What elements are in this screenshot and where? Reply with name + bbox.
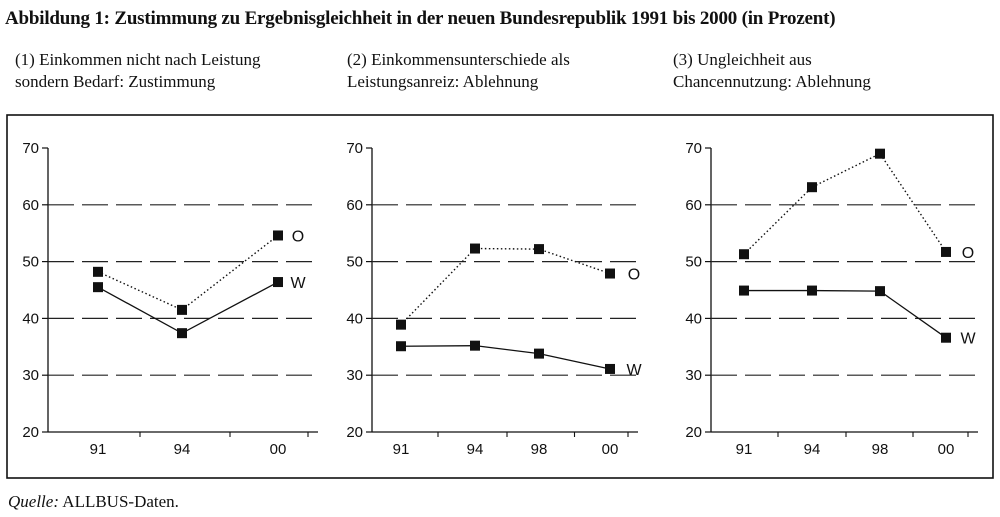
panel-3-series-o-line xyxy=(744,154,946,255)
panel-1-subtitle-line2: sondern Bedarf: Zustimmung xyxy=(15,72,216,91)
source-text: ALLBUS-Daten. xyxy=(58,492,179,511)
panel-2-x-tick-label: 94 xyxy=(466,441,484,458)
panel-3-series-w-point xyxy=(739,286,749,296)
panel-2-series-o-label: O xyxy=(627,266,641,284)
panel-3-subtitle-line2: Chancennutzung: Ablehnung xyxy=(673,72,871,91)
panel-3-series-w-line xyxy=(744,291,946,338)
panel-1-series-o-line xyxy=(98,235,278,309)
panel-1-series-o-label: O xyxy=(291,228,305,246)
panel-1-chart xyxy=(22,140,318,458)
panel-1-subtitle-line1: (1) Einkommen nicht nach Leistung xyxy=(15,50,261,69)
panel-3-series-o-point xyxy=(807,182,817,192)
panel-1-y-tick-label: 40 xyxy=(22,310,39,328)
panel-3-y-tick-label: 20 xyxy=(685,424,702,441)
panel-2-y-tick-label: 70 xyxy=(346,140,363,157)
panel-2-series-o-point xyxy=(534,244,544,254)
panel-2-y-tick-label: 20 xyxy=(346,424,363,441)
source-label: Quelle: xyxy=(8,492,59,511)
panel-3-series-o-point xyxy=(739,249,749,259)
panel-3-series-w-point xyxy=(875,286,885,296)
panel-3-y-tick-label: 50 xyxy=(685,253,702,271)
figure-title: Abbildung 1: Zustimmung zu Ergebnisgleichheit in der neuen Bundesrepublik 1991 bis 2000 (in Prozent) xyxy=(5,8,836,29)
panel-3-x-tick-label: 98 xyxy=(871,441,889,458)
panel-1-x-tick-label: 91 xyxy=(89,441,107,458)
panel-1-y-tick-label: 50 xyxy=(22,253,39,271)
panel-1-y-tick-label: 60 xyxy=(22,196,39,214)
source-note xyxy=(8,492,179,512)
panel-2-series-w-label: W xyxy=(626,361,642,379)
panel-2-series-o-point xyxy=(396,320,406,330)
panel-1-series-w-label: W xyxy=(290,275,306,293)
panel-1-y-tick-label: 70 xyxy=(22,140,39,157)
panel-3-y-tick-label: 70 xyxy=(685,140,702,157)
panel-3-x-tick-label: 91 xyxy=(735,441,753,458)
panel-2-y-tick-label: 50 xyxy=(346,253,363,271)
panel-1-series-w-point xyxy=(273,277,283,287)
panel-2-subtitle-line2: Leistungsanreiz: Ablehnung xyxy=(347,72,539,91)
chart-frame-border xyxy=(7,115,993,478)
panel-3-series-o-point xyxy=(941,247,951,257)
panel-1-x-tick-label: 00 xyxy=(269,441,287,458)
panel-2-series-o-line xyxy=(401,249,610,325)
panel-3-subtitle-line1: (3) Ungleichheit aus xyxy=(673,50,812,69)
panel-1-y-tick-label: 30 xyxy=(22,367,39,385)
panel-3-y-tick-label: 40 xyxy=(685,310,702,328)
panel-3-series-w-point xyxy=(807,286,817,296)
panel-2-series-w-point xyxy=(470,341,480,351)
panel-2-series-w-point xyxy=(534,349,544,359)
panel-3-series-w-label: W xyxy=(960,330,976,348)
panel-2-chart xyxy=(346,140,642,458)
panel-3-x-tick-label: 94 xyxy=(803,441,821,458)
panel-1-series-o-point xyxy=(273,230,283,240)
panel-2-subtitle-line1: (2) Einkommensunterschiede als xyxy=(347,50,570,69)
panel-3-x-tick-label: 00 xyxy=(937,441,955,458)
panel-1-series-o-point xyxy=(177,305,187,315)
panel-1-series-o-point xyxy=(93,267,103,277)
panel-1-y-tick-label: 20 xyxy=(22,424,39,441)
panel-2-series-w-point xyxy=(605,364,615,374)
panel-1-x-tick-label: 94 xyxy=(173,441,191,458)
panel-2-y-tick-label: 30 xyxy=(346,367,363,385)
panel-3-series-o-point xyxy=(875,149,885,159)
panel-3-y-tick-label: 60 xyxy=(685,196,702,214)
panel-2-y-tick-label: 40 xyxy=(346,310,363,328)
panel-3-y-tick-label: 30 xyxy=(685,367,702,385)
panel-3-series-w-point xyxy=(941,333,951,343)
panel-2-series-w-line xyxy=(401,346,610,369)
panel-1-series-w-point xyxy=(93,282,103,292)
panel-2-y-tick-label: 60 xyxy=(346,196,363,214)
panel-1-series-w-point xyxy=(177,328,187,338)
panel-2-series-w-point xyxy=(396,341,406,351)
panel-2-series-o-point xyxy=(605,269,615,279)
panel-1-series-w-line xyxy=(98,282,278,333)
panel-2-series-o-point xyxy=(470,244,480,254)
panel-2-x-tick-label: 91 xyxy=(392,441,410,458)
panel-2-x-tick-label: 00 xyxy=(601,441,619,458)
panel-2-x-tick-label: 98 xyxy=(530,441,548,458)
panel-3-chart xyxy=(685,140,978,458)
panel-3-series-o-label: O xyxy=(961,244,975,262)
